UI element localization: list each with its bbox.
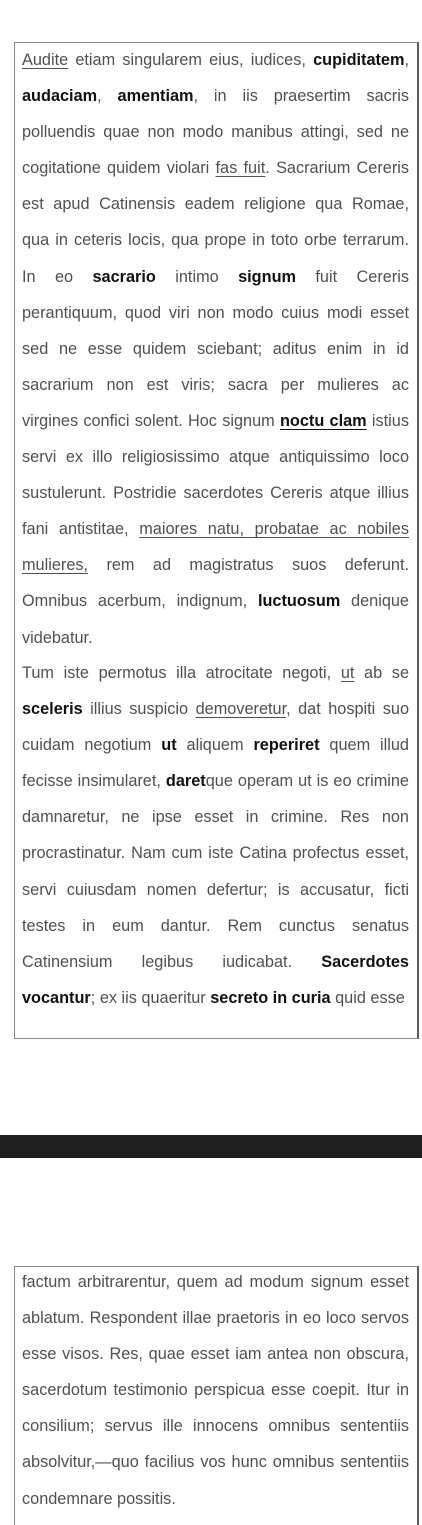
- bold-term: Sacerdotes vocantur: [22, 952, 409, 1007]
- text-run: denique videbatur.: [22, 592, 409, 647]
- bold-term: amentiam: [117, 87, 194, 106]
- bold-term: secreto in curia: [210, 988, 331, 1007]
- text-run: illius suspicio: [82, 700, 196, 719]
- text-run: ,: [404, 51, 409, 69]
- bold-term: luctuosum: [257, 592, 341, 611]
- text-run: ; ex iis quaeritur: [90, 988, 211, 1007]
- paragraph-2: [22, 655, 409, 1016]
- text-run: etiam singularem eius, iudices,: [68, 51, 314, 69]
- text-run: quid esse: [330, 988, 405, 1007]
- text-run: , dat hospiti suo cuidam negotium: [22, 700, 410, 755]
- text-run: , in iis praesertim sacris polluendis quae non modo manibus attingi, sed ne cogitatione quidem violari: [22, 87, 409, 178]
- text-run: que operam ut is eo crimine damnaretur, ne ipse esset in crimine. Res non procrastinatur. Nam cum iste Catina profectus esset, servi cuiusdam nomen defertur; is accusatur, ficti testes in eum dantur. Rem cunctus senatus Catinensium legibus iudicabat.: [22, 772, 409, 971]
- bold-term: audaciam: [22, 87, 98, 106]
- paragraph-1: [22, 42, 409, 656]
- paragraph-3: [22, 1264, 409, 1517]
- text-run: ab se: [354, 664, 410, 682]
- text-run: intimo: [155, 267, 239, 286]
- bold-term: cupiditatem: [313, 51, 405, 69]
- underlined-phrase: demoveretur: [195, 700, 287, 719]
- bold-underlined-phrase: noctu clam: [279, 411, 367, 430]
- text-run: rem ad magistratus suos deferunt. Omnibus acerbum, indignum,: [22, 556, 409, 611]
- underlined-phrase: maiores natu, probatae ac nobiles mulieres,: [22, 520, 409, 575]
- page-separator-band: [0, 1135, 422, 1158]
- text-run: quem illud fecisse insimularet,: [22, 736, 409, 791]
- underlined-phrase: fas fuit: [215, 159, 266, 178]
- text-run: aliquem: [176, 736, 254, 755]
- underlined-phrase: Audite: [22, 51, 69, 69]
- bold-term: ut: [161, 736, 177, 755]
- bold-term: signum: [238, 267, 296, 286]
- text-run: Tum iste permotus illa atrocitate negoti,: [22, 664, 341, 682]
- text-run: factum arbitrarentur, quem ad modum signum esset ablatum. Respondent illae praetoris in eo loco servos esse visos. Res, quae esset iam antea non obscura, sacerdotum testimonio perspicua esse coepit. Itur in consilium; servus ille innocens omnibus sententiis absolvitur,—quo facilius vos hunc omnibus sententiis condemnare possitis.: [22, 1273, 409, 1508]
- bold-term: daret: [165, 772, 206, 791]
- underlined-phrase: ut: [340, 664, 355, 682]
- text-run: ,: [97, 87, 118, 106]
- bold-term: sceleris: [22, 700, 83, 719]
- text-run: istius servi ex illo religiosissimo atque antiquissimo loco sustulerunt. Postridie sacerdotes Cereris atque illius fani antistitae,: [22, 411, 409, 539]
- bold-term: reperiret: [253, 736, 320, 755]
- text-run: fuit Cereris perantiquum, quod viri non modo cuius modi esset sed ne esse quidem sciebant; aditus enim in id sacrarium non est viris; sacra per mulieres ac virgines confici solent. Hoc signum: [22, 267, 409, 430]
- bold-term: sacrario: [92, 267, 156, 286]
- text-run: . Sacrarium Cereris est apud Catinensis eadem religione qua Romae, qua in ceteris locis, qua prope in toto orbe terrarum. In eo: [22, 159, 410, 286]
